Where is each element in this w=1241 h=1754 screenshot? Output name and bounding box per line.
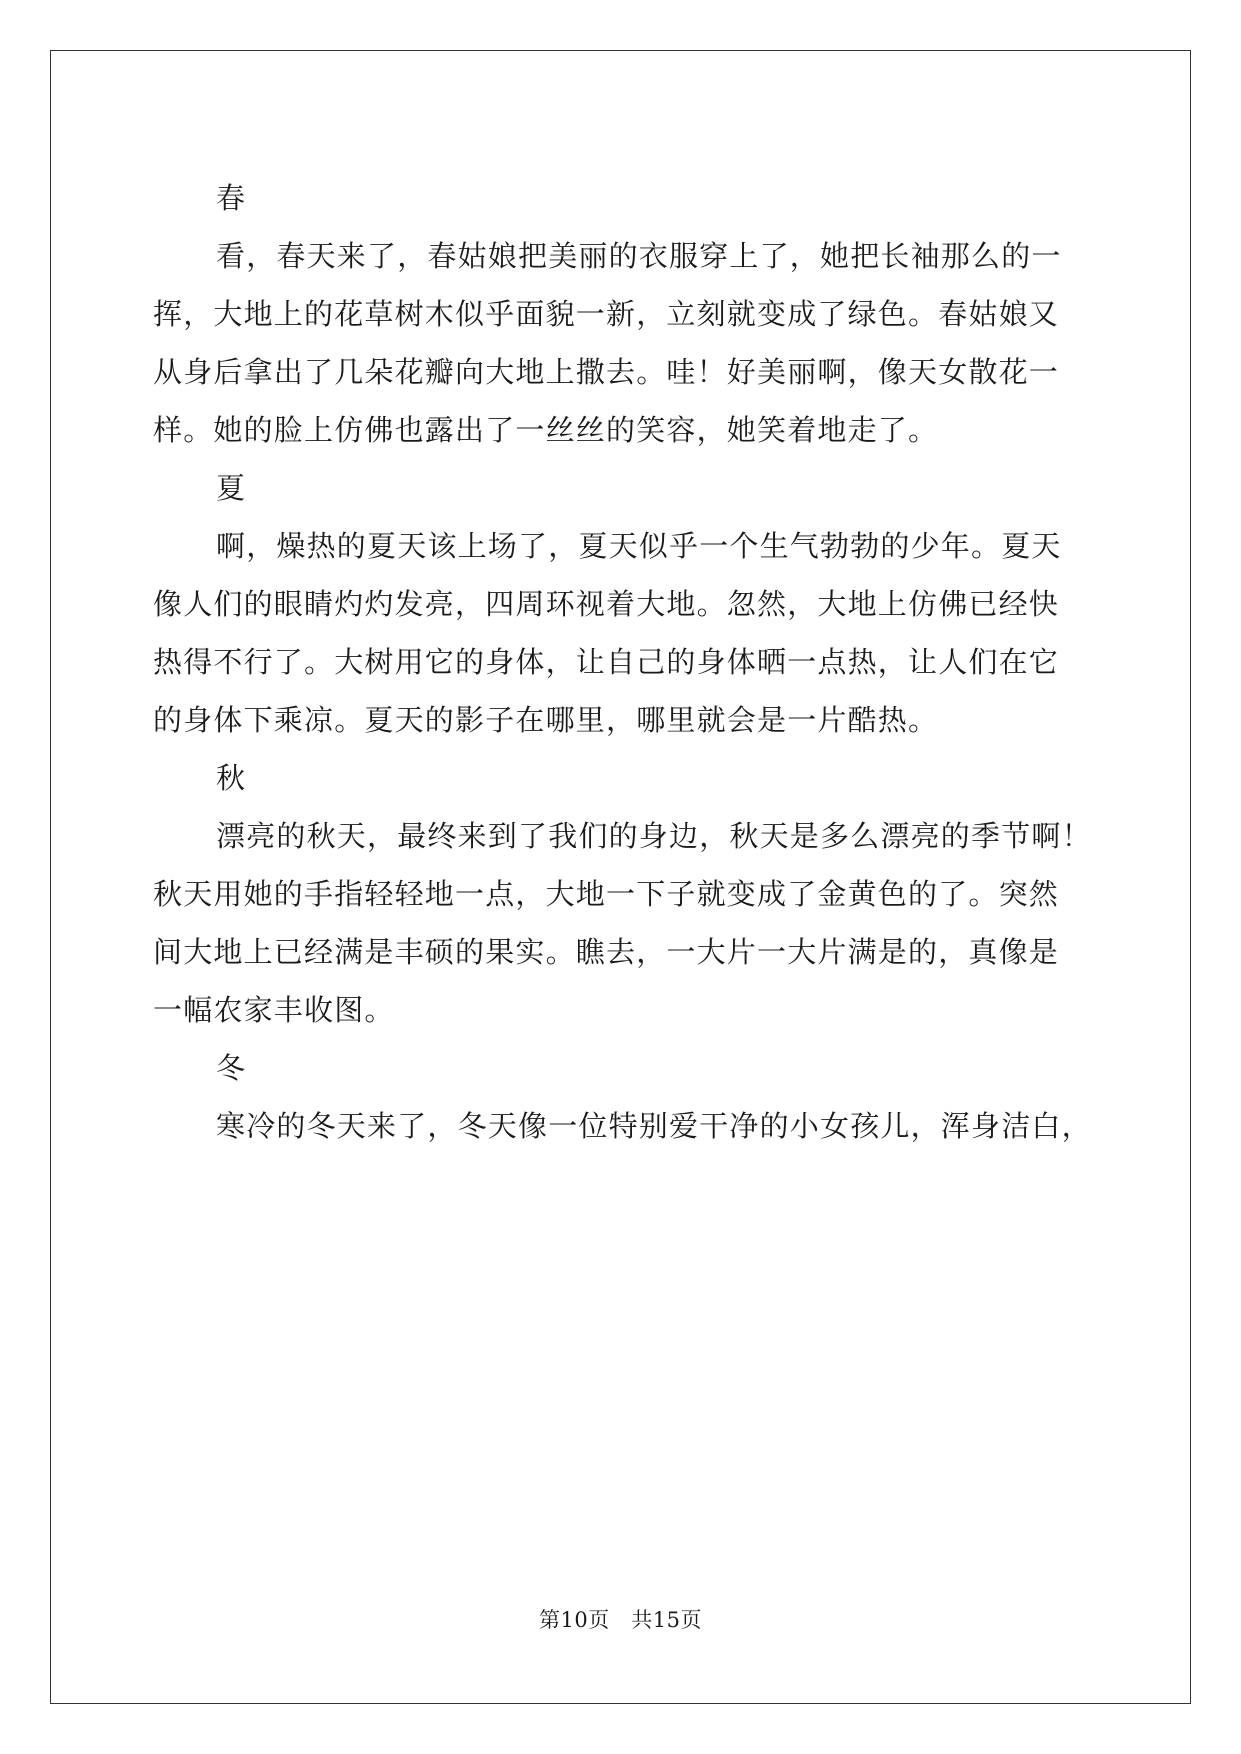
paragraph-line: 漂亮的秋天，最终来到了我们的身边，秋天是多么漂亮的季节啊！: [216, 819, 1092, 853]
heading-autumn: 秋: [216, 761, 247, 795]
paragraph-line: 从身后拿出了几朵花瓣向大地上撒去。哇！好美丽啊，像天女散花一: [153, 355, 1060, 389]
paragraph-line: 间大地上已经满是丰硕的果实。瞧去，一大片一大片满是的，真像是: [153, 935, 1060, 969]
paragraph-line: 一幅农家丰收图。: [153, 993, 395, 1027]
paragraph-line: 热得不行了。大树用它的身体，让自己的身体晒一点热，让人们在它: [153, 645, 1060, 679]
paragraph-line: 秋天用她的手指轻轻地一点，大地一下子就变成了金黄色的了。突然: [153, 877, 1060, 911]
paragraph-line: 挥，大地上的花草树木似乎面貌一新，立刻就变成了绿色。春姑娘又: [153, 297, 1060, 331]
paragraph-line: 的身体下乘凉。夏天的影子在哪里，哪里就会是一片酷热。: [153, 703, 939, 737]
page-number: 第10页 共15页: [539, 1608, 702, 1632]
paragraph-line: 看，春天来了，春姑娘把美丽的衣服穿上了，她把长袖那么的一: [216, 239, 1062, 273]
paragraph-line: 像人们的眼睛灼灼发亮，四周环视着大地。忽然，大地上仿佛已经快: [153, 587, 1060, 621]
document-body: [153, 158, 1093, 1166]
heading-summer: 夏: [216, 471, 247, 505]
paragraph-line: 寒冷的冬天来了，冬天像一位特别爱干净的小女孩儿，浑身洁白，: [216, 1109, 1092, 1143]
paragraph-line: 样。她的脸上仿佛也露出了一丝丝的笑容，她笑着地走了。: [153, 413, 939, 447]
paragraph-line: 啊，燥热的夏天该上场了，夏天似乎一个生气勃勃的少年。夏天: [216, 529, 1062, 563]
heading-spring: 春: [216, 181, 247, 215]
heading-winter: 冬: [216, 1051, 247, 1085]
